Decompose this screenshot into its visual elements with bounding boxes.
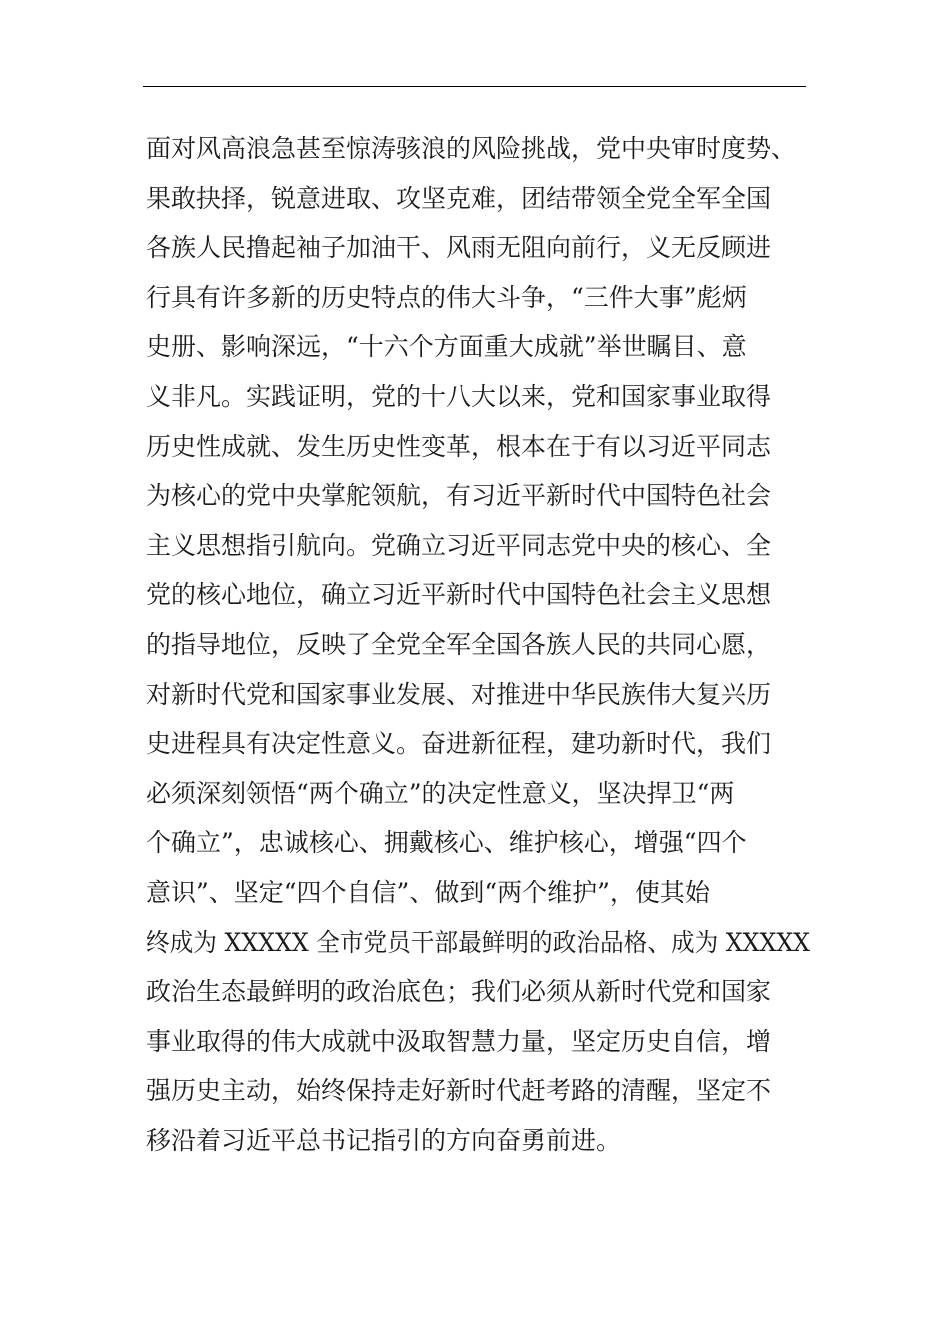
text-line: 面对风高浪急甚至惊涛骇浪的风险挑战，党中央审时度势、 [146,134,797,163]
body-paragraph [146,124,810,1165]
text-line: 意识”、坚定“四个自信”、做到“两个维护”，使其始 [146,877,710,907]
text-line: 政治生态最鲜明的政治底色；我们必须从新时代党和国家 [146,977,772,1007]
text-line: 事业取得的伟大成就中汲取智慧力量，坚定历史自信，增 [146,1026,772,1056]
text-line: 史进程具有决定性意义。奋进新征程，建功新时代，我们 [146,729,772,759]
text-line: 历史性成就、发生历史性变革，根本在于有以习近平同志 [146,431,772,461]
text-line: 的指导地位，反映了全党全军全国各族人民的共同心愿， [146,629,772,659]
text-line: 党的核心地位，确立习近平新时代中国特色社会主义思想 [146,580,772,610]
text-line: 为核心的党中央掌舵领航，有习近平新时代中国特色社会 [146,481,772,511]
text-line: 必须深刻领悟“两个确立”的决定性意义，坚决捍卫“两 [146,778,735,808]
header-rule [143,86,806,87]
text-line: 主义思想指引航向。党确立习近平同志党中央的核心、全 [146,530,772,560]
text-line: 对新时代党和国家事业发展、对推进中华民族伟大复兴历 [146,679,772,709]
text-line: 果敢抉择，锐意进取、攻坚克难，团结带领全党全军全国 [146,183,772,213]
text-line: 各族人民撸起袖子加油干、风雨无阻向前行，义无反顾进 [146,233,772,263]
text-line: 义非凡。实践证明，党的十八大以来，党和国家事业取得 [146,381,772,411]
text-line: 强历史主动，始终保持走好新时代赶考路的清醒，坚定不 [146,1076,772,1106]
text-line: 行具有许多新的历史特点的伟大斗争，“三件大事”彪炳 [146,282,747,312]
text-line: 个确立”，忠诚核心、拥戴核心、维护核心，增强“四个 [146,828,747,858]
text-line: 终成为 XXXXX 全市党员干部最鲜明的政治品格、成为 XXXXX [146,927,810,957]
text-line: 史册、影响深远，“十六个方面重大成就”举世瞩目、意 [146,332,747,362]
text-line: 移沿着习近平总书记指引的方向奋勇前进。 [146,1125,622,1155]
